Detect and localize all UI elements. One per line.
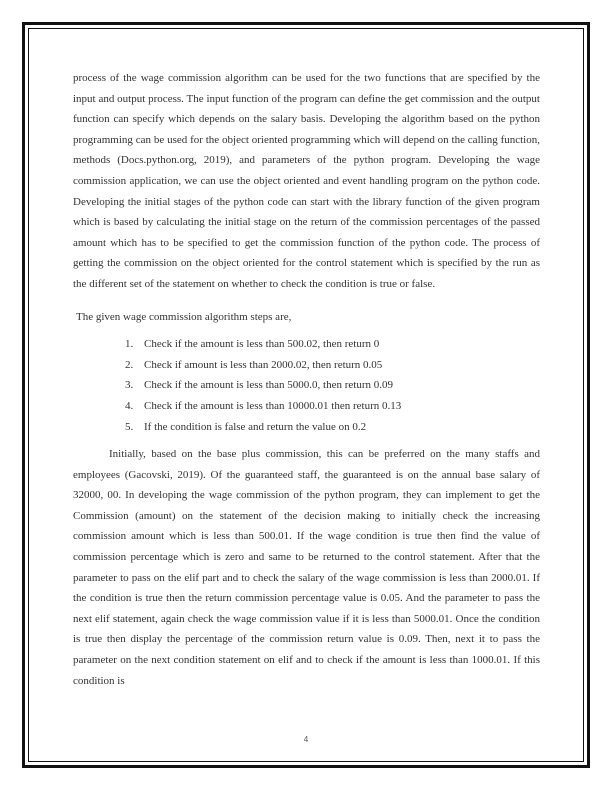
list-item-number: 3. — [125, 379, 134, 392]
page-number: 4 — [303, 735, 309, 744]
list-item-number: 4. — [125, 399, 134, 412]
list-item-text: Check if amount is less than 2000.02, then return 0.05 — [144, 358, 383, 371]
list-item — [125, 417, 540, 438]
list-item — [125, 396, 540, 417]
steps-intro: The given wage commission algorithm steps are, — [76, 310, 292, 323]
list-item-text: Check if the amount is less than 10000.01 then return 0.13 — [144, 399, 402, 412]
document-body — [73, 68, 540, 691]
list-item-number: 1. — [125, 338, 134, 351]
body-paragraph-2: Initially, based on the base plus commission, this can be preferred on the many staffs and employees (Gacovski, 2019). Of the guaranteed staff, the guaranteed is on the annual base salary of 32000, 00. In developing the wage commission of the python program, they can implement to get the Commission (amount) on the statement of the decision making to initially check the increasing commission amount which is less than 500.01. If the wage condition is true then find the value of commission percentage which is zero and same to be returned to the control statement. After that the parameter to pass on the elif part and to check the salary of the wage commission is less than 2000.01. If the condition is true then the return commission percentage value is 0.05. And the parameter to pass the next elif statement, again check the wage commission value if it is less than 5000.01. Once the condition is true then display the percentage of the commission return value is 0.09. Then, next it to pass the parameter on the next condition statement on elif and to check if the amount is less than 1000.01. If this condition is — [73, 448, 540, 687]
list-item-text: Check if the amount is less than 5000.0, then return 0.09 — [144, 379, 393, 392]
body-paragraph-1: process of the wage commission algorithm can be used for the two functions that are specified by the input and output process. The input function of the program can define the get commission and the output function can specify which depends on the salary basis. Developing the algorithm based on the python programming can be used for the object oriented programming which will depend on the calling function, methods (Docs.python.org, 2019), and parameters of the python program. Developing the wage commission application, we can use the object oriented and event handling program on the python code. Developing the initial stages of the python code can start with the library function of the given program which is based by calculating the initial stage on the return of the commission percentages of the passed amount which has to be specified to get the commission function of the python code. The process of getting the commission on the object oriented for the control statement which is specified by the run as the different set of the statement on whether to check the condition is true or false. — [73, 72, 540, 290]
list-item-text: If the condition is false and return the value on 0.2 — [144, 420, 367, 433]
list-item-number: 5. — [125, 420, 134, 433]
list-item-number: 2. — [125, 358, 134, 371]
algorithm-steps-list — [73, 334, 540, 437]
list-item-text: Check if the amount is less than 500.02, then return 0 — [144, 338, 380, 351]
list-item — [125, 355, 540, 376]
list-item — [125, 334, 540, 355]
list-item — [125, 375, 540, 396]
